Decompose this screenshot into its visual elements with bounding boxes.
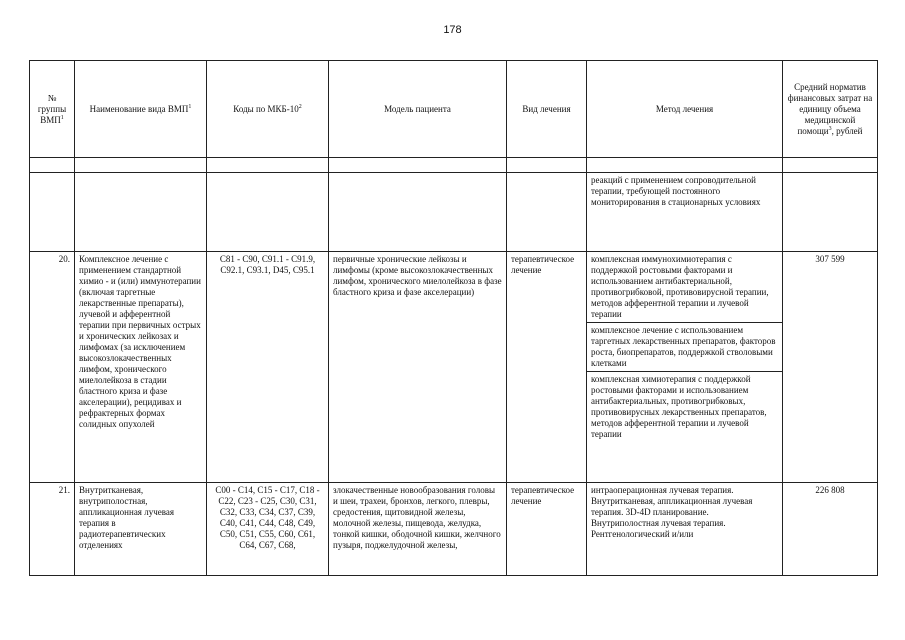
empty-cell: [507, 158, 587, 173]
table-row: [30, 252, 878, 483]
row-methods: интраоперационная лучевая терапия. Внутритканевая, аппликационная лучевая терапия. 3D-4D планирование. Внутриполостная лучевая терапия. Рентгенологический и/или: [587, 483, 783, 576]
method-item: комплексная химиотерапия с поддержкой ростовыми факторами и использованием антибактериальных, противогрибковых, противовирусных лекарственных препаратов, методов афферентной терапии и лучевой терапии: [591, 374, 767, 439]
empty-cell: [783, 173, 878, 252]
empty-cell: [75, 173, 207, 252]
row-group-no: 20.: [30, 252, 75, 483]
header-method: Метод лечения: [587, 61, 783, 158]
row-patient-model: злокачественные новообразования головы и шеи, трахеи, бронхов, легкого, плевры, средостения, щитовидной железы, молочной железы, пищевода, желудка, тонкой кишки, ободочной кишки, желчного пузыря, поджелудочной железы,: [329, 483, 507, 576]
header-model: Модель пациента: [329, 61, 507, 158]
empty-cell: [587, 158, 783, 173]
row-group-no: 21.: [30, 483, 75, 576]
header-treatment-type: Вид лечения: [507, 61, 587, 158]
table-header-row: [30, 61, 878, 158]
row-icd-codes: C81 - C90, C91.1 - C91.9, C92.1, C93.1, D45, C95.1: [207, 252, 329, 483]
table-row-continuation: [30, 173, 878, 252]
column-number-row: [30, 158, 878, 173]
empty-cell: [75, 158, 207, 173]
method-item: комплексное лечение с использованием таргетных лекарственных препаратов, факторов роста, биопрепаратов, поддержкой стволовыми клетками: [587, 323, 782, 372]
row-methods: [587, 252, 783, 483]
table-row: [30, 483, 878, 576]
vmp-table: [29, 60, 878, 576]
empty-cell: [507, 173, 587, 252]
empty-cell: [30, 158, 75, 173]
header-cost: Средний норматив финансовых затрат на единицу объема медицинской помощи$^3$, рублей: [783, 61, 878, 158]
header-group-no: № группы ВМП$^1$: [30, 61, 75, 158]
empty-cell: [30, 173, 75, 252]
page-number: 178: [443, 24, 462, 36]
continuation-method: реакций с применением сопроводительной терапии, требующей постоянного мониторирования в стационарных условиях: [587, 173, 783, 252]
empty-cell: [207, 158, 329, 173]
row-name: Внутритканевая, внутриполостная, аппликационная лучевая терапия в радиотерапевтических отделениях: [75, 483, 207, 576]
row-name: Комплексное лечение с применением стандартной химио - и (или) иммунотерапии (включая таргетные лекарственные препараты), лучевой и афферентной терапии при первичных острых и хронических лейкозах и лимфомах (за исключением высокозлокачественных лимфом, хронического миелолейкоза в стадии бластного криза и фазе акселерации), рецидивах и рефрактерных формах солидных опухолей: [75, 252, 207, 483]
empty-cell: [783, 158, 878, 173]
row-icd-codes: C00 - C14, C15 - C17, C18 - C22, C23 - C25, C30, C31, C32, C33, C34, C37, C39, C40, C41, C44, C48, C49, C50, C51, C55, C60, C61, C64, C67, C68,: [207, 483, 329, 576]
header-icd: Коды по МКБ-$10^2$: [207, 61, 329, 158]
row-patient-model: первичные хронические лейкозы и лимфомы (кроме высокозлокачественных лимфом, хронического миелолейкоза в фазе бластного криза и фазе акселерации): [329, 252, 507, 483]
header-name: Наименование вида ВМП$^1$: [75, 61, 207, 158]
empty-cell: [207, 173, 329, 252]
row-cost: 226 808: [783, 483, 878, 576]
row-treatment-type: терапевтическое лечение: [507, 252, 587, 483]
row-cost: 307 599: [783, 252, 878, 483]
row-treatment-type: терапевтическое лечение: [507, 483, 587, 576]
method-item: комплексная иммунохимиотерапия с поддержкой ростовыми факторами и использованием антибактериальной, противогрибковой, противовирусной терапии, методов афферентной терапии и лучевой терапии: [587, 252, 782, 323]
empty-cell: [329, 158, 507, 173]
empty-cell: [329, 173, 507, 252]
